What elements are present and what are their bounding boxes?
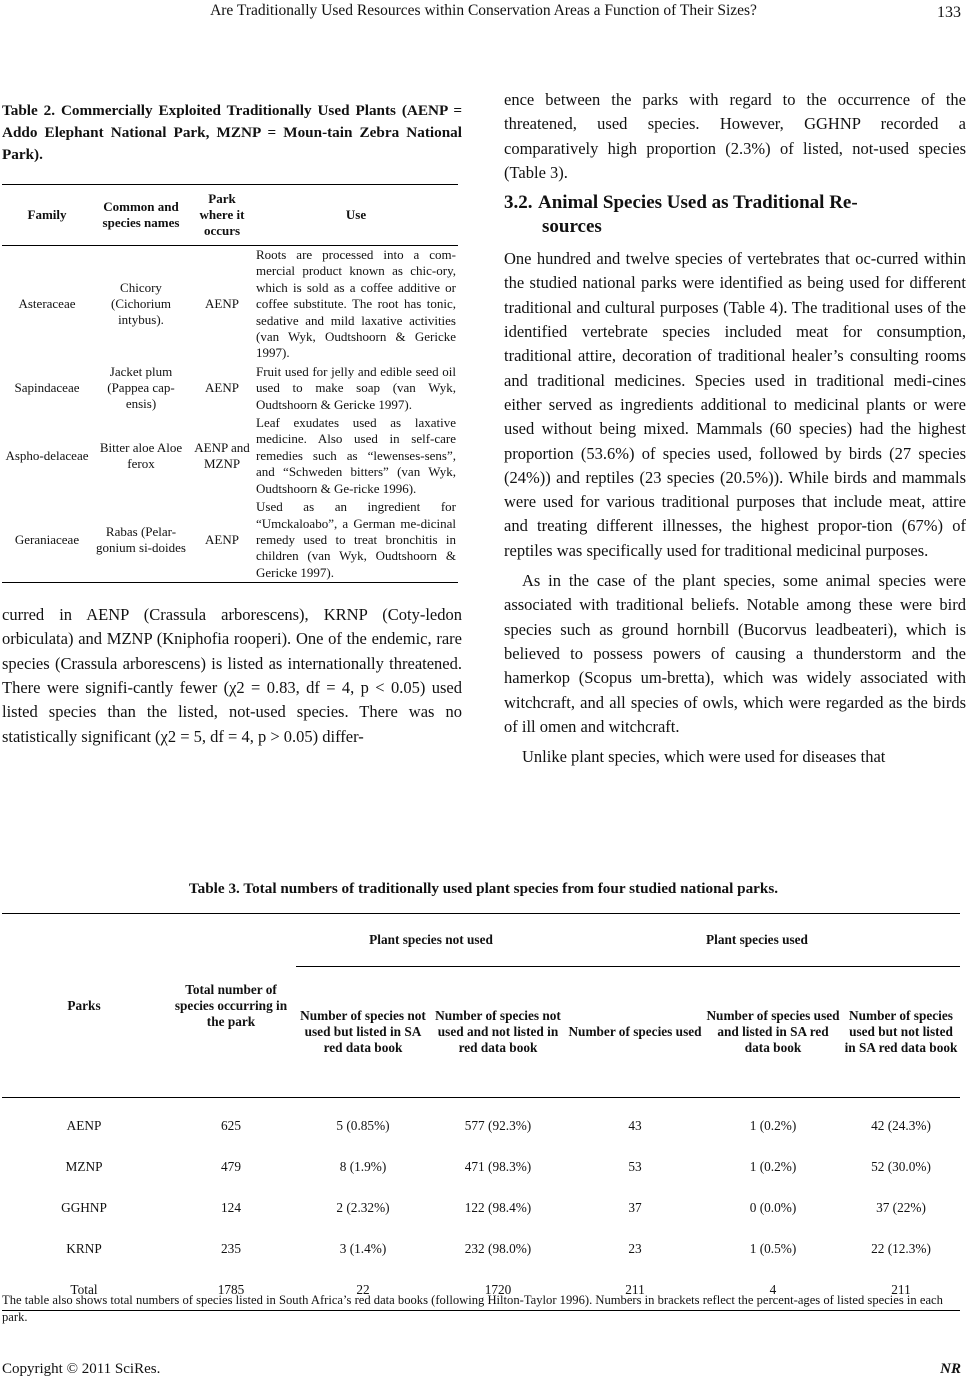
running-title: Are Traditionally Used Resources within Conservation Areas a Function of Their Sizes? (210, 2, 757, 19)
section-heading (504, 191, 966, 239)
table3-header-used-not-listed: Number of species used but not listed in SA red data book (842, 967, 960, 1098)
table3-cell: MZNP (65, 1158, 103, 1174)
copyright-footer: Copyright © 2011 SciRes. (2, 1361, 161, 1377)
section-heading-line2: sources (542, 216, 602, 238)
table3-cell: 53 (628, 1158, 642, 1174)
table2-use: Used as an ingredient for “Umckaloabo”, a German me-dicinal remedy used to treat bronchitis in children (van Wyk, Oudtshoorn & Gericke 1997). (256, 499, 456, 580)
table2-family: Aspho-delaceae (5, 448, 89, 464)
table2-caption: Table 2. Commercially Exploited Traditionally Used Plants (AENP = Addo Elephant National Park, MZNP = Moun-tain Zebra National Park). (2, 102, 462, 163)
table2-species: Chicory (Cichorium intybus). (111, 280, 171, 328)
table3-header-not-used-listed: Number of species not used but listed in SA red data book (296, 967, 430, 1098)
table2-use: Fruit used for jelly and edible seed oil used to make soap (van Wyk, Oudtshoorn & Gericke 1997). (256, 363, 456, 412)
table2-header-park: Park where it occurs (190, 185, 254, 246)
table3-cell: GGHNP (61, 1199, 107, 1215)
left-column (2, 100, 462, 749)
right-paragraph-1: ence between the parks with regard to the occurrence of the threatened, used species. However, GGHNP recorded a comparatively high proportion (2.3%) of listed, not-used species (Table 3). (504, 90, 966, 182)
table3-group-row (2, 914, 960, 967)
right-paragraph-3: As in the case of the plant species, some animal species were associated with traditional beliefs. Notable among these were bird species such as ground hornbill (Bucorvus leadbeateri), which is believed to possess powers of causing a thunderstorm and the hamerkop (Scopus um-bretta), which was widely associated with witchcraft, and all species of owls, which were regarded as the birds of ill omen and witchcraft. (504, 571, 966, 736)
table-row (2, 1098, 960, 1147)
table2 (2, 184, 458, 583)
table3-header-used-listed: Number of species used and listed in SA red data book (704, 967, 842, 1098)
table2-header-row (2, 185, 458, 246)
table3-cell: 577 (92.3%) (464, 1117, 532, 1133)
table3-cell: 232 (98.0%) (464, 1240, 532, 1256)
section-heading-line1: Animal Species Used as Traditional Re- (538, 192, 858, 214)
table3-header-not-used-not-listed: Number of species not used and not listed in red data book (430, 967, 566, 1098)
table3 (2, 913, 960, 1311)
table-row (2, 1146, 960, 1187)
table3-cell: 2 (2.32%) (336, 1199, 390, 1215)
table3-cell: 1 (0.2%) (749, 1158, 797, 1174)
table3-cell: 211 (625, 1281, 645, 1297)
table3-header-total: Total number of species occurring in the park (166, 914, 296, 1098)
table3-cell: 1 (0.2%) (749, 1117, 797, 1133)
table2-header-family: Family (2, 185, 92, 246)
table2-header-use: Use (254, 185, 458, 246)
table2-species: Rabas (Pelar-gonium si-doides (96, 524, 186, 556)
table3-note: The table also shows total numbers of species listed in South Africa’s red data books (following Hilton-Taylor 1996). Numbers in brackets reflect the percent-ages of listed species in each park. (2, 1293, 943, 1324)
table2-family: Geraniaceae (14, 532, 80, 548)
table2-family: Sapindaceae (14, 380, 80, 396)
table3-cell: 0 (0.0%) (749, 1199, 797, 1215)
table3-cell: 3 (1.4%) (339, 1240, 387, 1256)
journal-abbrev: NR (940, 1361, 961, 1377)
table3-cell: 22 (356, 1281, 370, 1297)
table3-cell: 479 (221, 1158, 241, 1174)
table3-cell: 471 (98.3%) (464, 1158, 532, 1174)
table2-park: AENP and MZNP (194, 440, 250, 472)
table3-cell: 5 (0.85%) (336, 1117, 390, 1133)
section-heading-number: 3.2. (504, 192, 533, 214)
table2-park: AENP (205, 296, 239, 312)
table3-caption: Table 3. Total numbers of traditionally used plant species from four studied national parks. (188, 880, 779, 897)
table3-cell: 43 (628, 1117, 642, 1133)
table3-header-parks: Parks (2, 914, 166, 1098)
table3-cell: 8 (1.9%) (339, 1158, 387, 1174)
table3-cell: 52 (30.0%) (871, 1158, 931, 1174)
table-row (2, 414, 458, 498)
table3-cell: 37 (22%) (876, 1199, 926, 1215)
table2-use: Roots are processed into a com-mercial product known as chic-ory, which is sold as a coffee additive or coffee substitute. The root has tonic, sedative and mild laxative activities (van Wyk, Oudtshoorn & Gericke 1997). (256, 247, 456, 361)
table3-cell: 1720 (484, 1281, 512, 1297)
right-paragraph-4: Unlike plant species, which were used for diseases that (522, 747, 886, 767)
table3-cell: 625 (221, 1117, 241, 1133)
table-row (2, 498, 458, 583)
page-number: 133 (937, 4, 961, 21)
right-paragraph-2: One hundred and twelve species of vertebrates that oc-curred within the studied national parks were identified as being used for different traditional and cultural purposes (Table 4). The traditional uses of the identified vertebrate species included meat for consumption, traditional attire, decoration of traditional healer’s consulting rooms and traditional medicines. Species used in traditional medi-cines either served as ingredients additional to medicinal plants or were used without being mixed. Mammals (60 species) had the highest proportion (53.6%) of species used, followed by birds (27 species (24%)) and reptiles (23 species (20.5%)). While birds and mammals were used for various traditional purposes that include meat, attire and treating different illnesses, the highest propor-tion (67%) of reptiles was specifically used for traditional medicinal purposes. (504, 249, 966, 560)
table3-cell: 1785 (217, 1281, 245, 1297)
table3-cell: 211 (891, 1281, 911, 1297)
table3-header-used: Number of species used (566, 967, 704, 1098)
table3-cell: 22 (12.3%) (871, 1240, 931, 1256)
table3-group-used: Plant species used (566, 914, 960, 967)
table-row (2, 363, 458, 414)
table2-park: AENP (205, 532, 239, 548)
table3-cell: 124 (221, 1199, 241, 1215)
table2-use: Leaf exudates used as laxative medicine. Also used in self-care remedies such as “lewenses-sens”, and “Schweden bitters” (van Wyk, Oudtshoorn & Ge-ricke 1996). (256, 415, 456, 496)
table3-cell: 235 (221, 1240, 241, 1256)
table3-cell: Total (70, 1281, 98, 1297)
table2-header-name: Common and species names (92, 185, 190, 246)
table-row (2, 1228, 960, 1269)
table3-cell: 23 (628, 1240, 642, 1256)
table3-cell: 4 (769, 1281, 777, 1297)
left-paragraph: curred in AENP (Crassula arborescens), KRNP (Coty-ledon orbiculata) and MZNP (Kniphofia rooperi). One of the endemic, rare species (Crassula arborescens) is listed as internationally threatened. There were signifi-cantly fewer (χ2 = 0.83, df = 4, p < 0.05) used listed species than the listed, not-used species. There was no statistically significant (χ2 = 5, df = 4, p > 0.05) differ- (2, 605, 462, 746)
table3-cell: KRNP (66, 1240, 102, 1256)
table2-species: Bitter aloe Aloe ferox (99, 440, 183, 472)
table3-cell: 37 (628, 1199, 642, 1215)
table3-cell: 1 (0.5%) (749, 1240, 797, 1256)
right-column (504, 88, 966, 769)
table-row (2, 1187, 960, 1228)
table-row (2, 246, 458, 363)
table2-species: Jacket plum (Pappea cap-ensis) (107, 364, 175, 412)
table3-cell: AENP (66, 1117, 102, 1133)
table3-cell: 42 (24.3%) (871, 1117, 931, 1133)
table3-group-not-used: Plant species not used (296, 914, 566, 967)
table2-park: AENP (205, 380, 239, 396)
table2-family: Asteraceae (18, 296, 76, 312)
table3-cell: 122 (98.4%) (464, 1199, 532, 1215)
